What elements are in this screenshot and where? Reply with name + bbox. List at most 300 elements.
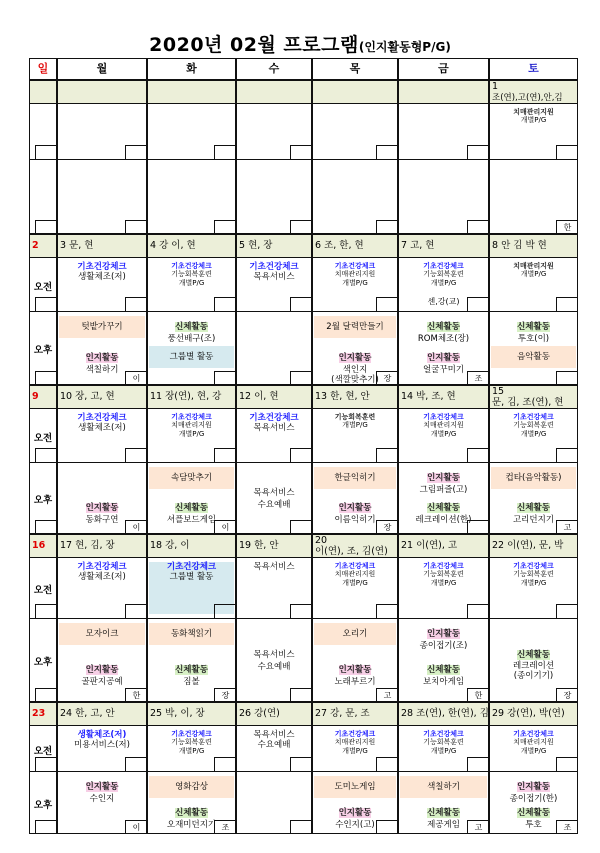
staff-box: [556, 145, 578, 159]
activity: [400, 801, 487, 830]
activity-heading: 기초건강체크: [77, 413, 127, 423]
activity: [491, 643, 576, 683]
activity-detail: 개별P/G: [520, 270, 547, 279]
date-label: [30, 81, 56, 104]
staff-box: [556, 297, 578, 311]
activity: [314, 496, 396, 525]
activity-heading: 신체활동: [175, 322, 208, 332]
am-pm-divider: [312, 159, 398, 160]
staff-box: [290, 604, 312, 618]
date-label: 29 강(연), 박(연): [490, 703, 577, 726]
activity-detail: 개별P/G: [342, 746, 368, 755]
activity-detail: 수인지(고): [335, 819, 375, 830]
am-label: 오전: [33, 281, 53, 293]
staff-box: [556, 371, 578, 385]
activity: [149, 658, 234, 688]
activity-detail: 개별P/G: [520, 578, 547, 587]
date-label: 1: [490, 81, 577, 104]
activity-detail: 수요예배: [257, 740, 291, 751]
activity-detail: 고리던지기: [512, 514, 555, 525]
activity: [491, 801, 576, 830]
staff-box: [376, 604, 398, 618]
activity-detail: 투호: [525, 819, 542, 830]
staff-box: [35, 297, 57, 311]
activity-detail: 기능회복훈련: [423, 738, 464, 747]
activity-heading: 인지활동: [85, 503, 119, 513]
activity-detail: 치매관리지원: [334, 270, 376, 279]
activity-heading: 기초건강체크: [513, 730, 554, 738]
date-label: 17 현, 김, 장: [58, 535, 146, 558]
activity-detail: 풍선배구(조): [167, 333, 216, 344]
am-pm-divider: [29, 311, 57, 312]
date-label: 18 강, 이: [148, 535, 235, 558]
date-label: [313, 81, 397, 104]
staff-box: [376, 297, 398, 311]
staff-box: [35, 604, 57, 618]
activity-heading: 기초건강체크: [334, 262, 376, 270]
activity-heading: 인지활동: [85, 665, 119, 675]
activity-detail: 개별P/G: [430, 278, 457, 287]
staff-box: [376, 820, 398, 834]
staff-box: 장: [556, 688, 578, 702]
day-header: 수: [236, 58, 312, 80]
activity-heading: 신체활동: [517, 322, 550, 332]
activity-detail: 개별P/G: [520, 746, 547, 755]
activity-detail: 그룹별 활동: [169, 572, 214, 583]
date-label: 16: [30, 535, 56, 558]
date-label: 25 박, 이, 장: [148, 703, 235, 726]
activity: 동화책읽기: [149, 623, 234, 645]
staff-box: [35, 688, 57, 702]
staff-box: [467, 448, 489, 462]
am-pm-divider: [312, 311, 398, 312]
activity-detail: 동화구연: [85, 514, 119, 525]
activity: 영화감상: [149, 776, 234, 798]
activity-heading: 신체활동: [517, 503, 550, 513]
staff-box: [290, 145, 312, 159]
staff-box: [376, 757, 398, 771]
activity-heading: 인지활동: [338, 503, 372, 513]
staff-box: [214, 371, 236, 385]
calendar-grid: [29, 58, 578, 834]
staff-box: [125, 604, 147, 618]
am-pm-divider: [29, 462, 57, 463]
day-header: 토: [489, 58, 578, 80]
activity-detail: 노래부르기: [334, 676, 376, 687]
staff-box: [125, 297, 147, 311]
activity-detail: 골판지공예: [81, 676, 123, 687]
activity-heading: 기초건강체크: [171, 262, 212, 270]
activity-heading: 기초건강체크: [77, 562, 127, 572]
activity-heading: 신체활동: [427, 322, 460, 332]
staff-box: 장: [376, 520, 398, 534]
staff-box: [290, 520, 312, 534]
staff-box: [214, 604, 236, 618]
activity-detail: 개별P/G: [178, 278, 205, 287]
activity-heading: 기초건강체크: [423, 413, 464, 421]
day-header: 목: [312, 58, 398, 80]
am-pm-divider: [29, 771, 57, 772]
activity-heading: 치매관리지원: [513, 262, 554, 270]
staff-box: [290, 297, 312, 311]
activity: [59, 658, 145, 688]
date-label: 27 강, 문, 조: [313, 703, 397, 726]
date-label: 19 한, 안: [237, 535, 311, 558]
activity-detail: 그림퍼즐(고): [419, 484, 468, 495]
activity-detail: 개별P/G: [178, 746, 205, 755]
activity-heading: 기초건강체크: [423, 730, 464, 738]
activity-detail: 얼굴꾸미기: [422, 364, 465, 375]
pm-label: 오후: [33, 657, 53, 668]
staff-box: [467, 145, 489, 159]
am-label: 오전: [33, 432, 53, 444]
am-pm-divider: [312, 771, 398, 772]
staff-box: 이: [125, 820, 147, 834]
activity-detail: 개별P/G: [342, 278, 368, 287]
am-pm-divider: [147, 771, 236, 772]
am-pm-divider: [489, 462, 578, 463]
activity: [400, 496, 487, 525]
activity: [491, 496, 576, 525]
am-note: 센,강(교): [427, 297, 460, 306]
am-pm-divider: [147, 159, 236, 160]
activity-detail: 개별P/G: [520, 116, 547, 125]
activity-detail: 기능회복훈련: [171, 738, 212, 747]
activity-heading: 신체활동: [427, 808, 460, 818]
date-label: 21 이(연), 고: [399, 535, 488, 558]
staff-box: 조: [214, 820, 236, 834]
staff-box: [125, 448, 147, 462]
activity: 목욕서비스 수요예배: [253, 649, 295, 672]
date-label: 15 문, 김, 조(연), 현: [490, 386, 577, 409]
activity: 그룹별 활동: [149, 346, 234, 368]
am-pm-divider: [312, 462, 398, 463]
am-label: 오전: [33, 585, 53, 596]
activity-heading: 생활체조(저): [77, 730, 127, 740]
activity-detail: 레크레이션(한): [415, 514, 472, 525]
staff-box: 장: [214, 688, 236, 702]
staff-box: [290, 448, 312, 462]
staff-box: 이: [214, 520, 236, 534]
day-header: 월: [57, 58, 147, 80]
pm-label: 오후: [33, 495, 53, 506]
am-pm-divider: [489, 159, 578, 160]
activity-detail: 치매관리지원: [423, 421, 464, 430]
activity-heading: 신체활동: [175, 808, 208, 818]
activity-detail: 보치아게임: [422, 676, 465, 687]
day-header: 화: [147, 58, 236, 80]
staff-box: [214, 297, 236, 311]
day-header: 금: [398, 58, 489, 80]
activity-heading: 인지활동: [85, 353, 119, 363]
am-label: 오전: [33, 745, 53, 757]
date-label: 9: [30, 386, 56, 409]
staff-box: 한: [467, 688, 489, 702]
pm-label: 오후: [33, 345, 53, 356]
activity-detail: 짐볼: [183, 676, 200, 687]
activity: [400, 622, 487, 651]
staff-box: 한: [556, 220, 578, 234]
date-label: [237, 81, 311, 104]
activity: 도미노게임: [314, 776, 396, 798]
activity-heading: 기초건강체크: [334, 730, 376, 738]
date-label: 2: [30, 235, 56, 258]
staff-box: [35, 448, 57, 462]
staff-box: [467, 604, 489, 618]
activity-heading: 기능회복훈련: [334, 413, 376, 421]
activity-detail: 개별P/G: [430, 578, 457, 587]
activity-detail: 기능회복훈련: [171, 270, 212, 279]
staff-box: [35, 757, 57, 771]
staff-box: [125, 145, 147, 159]
activity-heading: 신체활동: [517, 808, 550, 818]
activity: [59, 496, 145, 525]
activity: 텃밭가꾸기: [59, 316, 145, 338]
title-main: 2020년 02월 프로그램: [149, 34, 359, 56]
staff-box: 조: [467, 371, 489, 385]
activity-detail: 기능회복훈련: [513, 421, 554, 430]
staff-box: [376, 448, 398, 462]
activity: [149, 315, 234, 344]
activity: [149, 801, 234, 830]
am-pm-divider: [398, 311, 489, 312]
activity-heading: 신체활동: [175, 503, 208, 513]
staff-box: 고: [556, 520, 578, 534]
staff-box: 이: [125, 520, 147, 534]
activity: 색칠하기: [400, 776, 487, 798]
activity-heading: 기초건강체크: [334, 562, 376, 570]
staff-box: [35, 820, 57, 834]
activity-heading: 신체활동: [427, 503, 460, 513]
staff-box: [467, 757, 489, 771]
am-pm-divider: [398, 462, 489, 463]
staff-box: 고: [467, 820, 489, 834]
activity-heading: 인지활동: [85, 782, 119, 792]
staff-box: 한: [125, 688, 147, 702]
staff-box: 고: [376, 688, 398, 702]
staff-box: [376, 220, 398, 234]
date-label: 14 박, 조, 현: [399, 386, 488, 409]
activity: 2월 달력만들기: [314, 316, 396, 338]
am-pm-divider: [147, 462, 236, 463]
date-label: 7 고, 현: [399, 235, 488, 258]
am-pm-divider: [29, 618, 57, 619]
activity-detail: 목욕서비스: [253, 423, 295, 434]
activity: [314, 346, 396, 385]
am-pm-divider: [398, 618, 489, 619]
staff-box: [214, 448, 236, 462]
date-label: 6 조, 한, 현: [313, 235, 397, 258]
activity-heading: 기초건강체크: [423, 262, 464, 270]
am-pm-divider: [489, 618, 578, 619]
activity-heading: 인지활동: [338, 665, 372, 675]
am-pm-divider: [57, 618, 147, 619]
activity: 음악활동: [491, 346, 576, 368]
activity-heading: 인지활동: [427, 473, 460, 483]
activity-heading: 기초건강체크: [513, 413, 554, 421]
activity: [314, 658, 396, 688]
staff-box: [214, 145, 236, 159]
date-label: 4 강 이, 현: [148, 235, 235, 258]
am-pm-divider: [57, 462, 147, 463]
activity-heading: 치매관리지원: [513, 108, 554, 116]
activity-detail: 색칠하기: [85, 364, 119, 375]
staff-box: [290, 220, 312, 234]
am-pm-divider: [398, 159, 489, 160]
am-pm-divider: [236, 159, 312, 160]
activity-detail: 개별P/G: [520, 429, 547, 438]
date-label: 13 한, 현, 안: [313, 386, 397, 409]
activity-detail: 미용서비스(저): [74, 740, 130, 751]
activity-heading: 인지활동: [427, 629, 460, 639]
activity-heading: 기초건강체크: [166, 562, 217, 572]
activity-detail: 투호(이): [517, 333, 550, 344]
activity: [400, 466, 487, 495]
date-label: 23: [30, 703, 56, 726]
staff-box: 조: [556, 820, 578, 834]
staff-box: [35, 145, 57, 159]
activity-detail: 개별P/G: [342, 578, 368, 587]
staff-box: [467, 297, 489, 311]
am-pm-divider: [489, 311, 578, 312]
activity-detail: 이름익히기: [334, 514, 376, 525]
activity-detail: 개별P/G: [430, 429, 457, 438]
staff-box: [290, 688, 312, 702]
date-label: [148, 81, 235, 104]
staff-box: [467, 520, 489, 534]
date-label: 26 강(연): [237, 703, 311, 726]
activity: [314, 801, 396, 830]
activity-detail: 치매관리지원: [334, 738, 376, 747]
am-pm-divider: [236, 311, 312, 312]
activity: [59, 775, 145, 804]
date-label: 10 장, 고, 현: [58, 386, 146, 409]
am-pm-divider: [147, 311, 236, 312]
activity: 속담맞추기: [149, 467, 234, 489]
activity-detail: 생활체조(저): [78, 423, 126, 434]
activity: 컵타(음악활동): [491, 467, 576, 489]
title-sub: (인지활동형P/G): [358, 40, 451, 54]
activity-detail: 오재미던지기: [166, 819, 217, 830]
staff-box: [290, 757, 312, 771]
date-label: 3 문, 현: [58, 235, 146, 258]
date-label: [399, 81, 488, 104]
am-pm-divider: [312, 618, 398, 619]
staff-box: [214, 757, 236, 771]
staff-box: [35, 520, 57, 534]
activity-detail: 생활체조(저): [78, 272, 126, 283]
staff-box: 장: [376, 371, 398, 385]
staff-box: 이: [125, 371, 147, 385]
activity-heading: 인지활동: [427, 353, 460, 363]
staff-box: [35, 220, 57, 234]
activity-detail: 목욕서비스: [253, 730, 295, 740]
activity-detail: (종이기기): [513, 671, 554, 682]
activity-heading: 인지활동: [517, 782, 550, 792]
date-label: 22 이(연), 문, 박: [490, 535, 577, 558]
activity-detail: 기능회복훈련: [423, 570, 464, 579]
activity: [400, 346, 487, 375]
staff-box: [556, 448, 578, 462]
activity-detail: 개별P/G: [178, 429, 205, 438]
activity-heading: 기초건강체크: [249, 413, 299, 423]
date-label: [58, 81, 146, 104]
page-title: [0, 30, 600, 57]
activity-heading: 신체활동: [517, 649, 550, 660]
activity-detail: 치매관리지원: [334, 570, 376, 579]
activity-detail: 수인지: [89, 793, 115, 804]
staff-box: [556, 604, 578, 618]
date-label: 5 현, 장: [237, 235, 311, 258]
activity: [491, 775, 576, 804]
activity-heading: 기초건강체크: [171, 413, 212, 421]
activity-heading: 기초건강체크: [249, 262, 299, 272]
activity-detail: ROM체조(장): [417, 333, 470, 344]
am-pm-divider: [29, 159, 57, 160]
date-label: 24 한, 고, 안: [58, 703, 146, 726]
am-pm-divider: [57, 311, 147, 312]
activity-heading: 기초건강체크: [423, 562, 464, 570]
activity-detail: 생활체조(저): [78, 572, 126, 583]
staff-box: [125, 757, 147, 771]
staff-box: [556, 757, 578, 771]
staff-box: [467, 220, 489, 234]
staff-box: [376, 145, 398, 159]
activity-detail: 기능회복훈련: [513, 570, 554, 579]
activity: [491, 315, 576, 344]
am-pm-divider: [489, 771, 578, 772]
am-pm-divider: [57, 771, 147, 772]
date-label: 11 장(연), 현, 강: [148, 386, 235, 409]
activity: 오리기: [314, 623, 396, 645]
activity-detail: 색인지: [342, 364, 368, 375]
activity: [59, 346, 145, 375]
activity: 한글익히기: [314, 467, 396, 489]
staff-box: [125, 220, 147, 234]
activity-detail: 기능회복훈련: [423, 270, 464, 279]
staff-box: [214, 220, 236, 234]
activity-detail: 치매관리지원: [513, 738, 554, 747]
activity-heading: 기초건강체크: [513, 562, 554, 570]
activity-detail: 레크레이션: [512, 661, 555, 672]
activity-detail: 개별P/G: [342, 421, 368, 430]
staff-box: [290, 371, 312, 385]
date-label: 8 안 김 박 현: [490, 235, 577, 258]
activity-heading: 기초건강체크: [171, 730, 212, 738]
date-note: 조(연),고(연),안,김: [492, 93, 563, 103]
am-pm-divider: [147, 618, 236, 619]
day-header: 일: [29, 58, 57, 80]
date-label: 20 이(연), 조, 김(연): [313, 535, 397, 558]
am-pm-divider: [398, 771, 489, 772]
activity: [400, 658, 487, 688]
activity-detail: 목욕서비스: [253, 272, 295, 283]
am-pm-divider: [236, 462, 312, 463]
activity: 목욕서비스 수요예배: [253, 487, 295, 510]
am-pm-divider: [57, 159, 147, 160]
staff-box: [35, 371, 57, 385]
activity-detail: 셔플보드게임: [166, 514, 217, 525]
activity-detail: 치매관리지원: [171, 421, 212, 430]
activity: 모자이크: [59, 623, 145, 645]
activity-detail: 목욕서비스: [253, 562, 295, 572]
activity-detail: (색깔맞추기): [331, 374, 379, 385]
activity: [400, 315, 487, 344]
staff-box: [290, 820, 312, 834]
activity-detail: 종이접기(조): [419, 640, 468, 651]
am-pm-divider: [236, 771, 312, 772]
activity-heading: 신체활동: [427, 665, 460, 675]
